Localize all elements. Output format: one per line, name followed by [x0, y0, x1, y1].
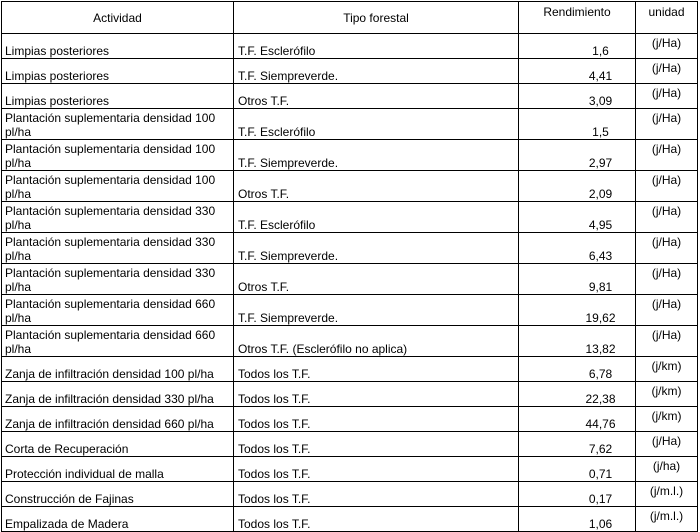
table-row [2, 457, 698, 482]
cell-actividad: Plantación suplementaria densidad 660 pl/ha [2, 295, 234, 326]
cell-unidad: (j/Ha) [636, 295, 698, 326]
cell-unidad: (j/Ha) [636, 326, 698, 357]
cell-tipo-forestal: Todos los T.F. [234, 507, 519, 532]
cell-actividad: Empalizada de Madera [2, 507, 234, 532]
cell-tipo-forestal: Todos los T.F. [234, 482, 519, 507]
table-row [2, 202, 698, 233]
header-unidad: unidad [636, 2, 698, 34]
table-row [2, 482, 698, 507]
cell-rendimiento: 6,43 [519, 233, 636, 264]
cell-tipo-forestal: T.F. Esclerófilo [234, 109, 519, 140]
table-row [2, 59, 698, 84]
table-row [2, 233, 698, 264]
cell-actividad: Plantación suplementaria densidad 100 pl/ha [2, 171, 234, 202]
cell-actividad: Construcción de Fajinas [2, 482, 234, 507]
cell-rendimiento: 2,09 [519, 171, 636, 202]
cell-rendimiento: 2,97 [519, 140, 636, 171]
cell-rendimiento: 6,78 [519, 357, 636, 382]
cell-rendimiento: 1,06 [519, 507, 636, 532]
cell-unidad: (j/Ha) [636, 59, 698, 84]
cell-actividad: Limpias posteriores [2, 59, 234, 84]
cell-tipo-forestal: T.F. Siempreverde. [234, 140, 519, 171]
cell-rendimiento: 0,17 [519, 482, 636, 507]
cell-actividad: Limpias posteriores [2, 84, 234, 109]
cell-rendimiento: 4,41 [519, 59, 636, 84]
header-tipo-forestal: Tipo forestal [234, 2, 519, 34]
cell-unidad: (j/Ha) [636, 171, 698, 202]
table-row [2, 326, 698, 357]
cell-unidad: (j/m.l.) [636, 507, 698, 532]
cell-actividad: Plantación suplementaria densidad 100 pl/ha [2, 140, 234, 171]
table-row [2, 295, 698, 326]
cell-unidad: (j/Ha) [636, 202, 698, 233]
header-actividad: Actividad [2, 2, 234, 34]
cell-rendimiento: 19,62 [519, 295, 636, 326]
cell-actividad: Plantación suplementaria densidad 330 pl/ha [2, 264, 234, 295]
rendimiento-table [1, 1, 698, 532]
table-row [2, 109, 698, 140]
cell-tipo-forestal: T.F. Esclerófilo [234, 202, 519, 233]
table-row [2, 507, 698, 532]
cell-tipo-forestal: Otros T.F. [234, 264, 519, 295]
cell-rendimiento: 44,76 [519, 407, 636, 432]
table-row [2, 432, 698, 457]
cell-tipo-forestal: T.F. Siempreverde. [234, 295, 519, 326]
cell-rendimiento: 1,6 [519, 34, 636, 59]
cell-unidad: (j/m.l.) [636, 482, 698, 507]
table-row [2, 382, 698, 407]
cell-unidad: (j/km) [636, 357, 698, 382]
cell-actividad: Zanja de infiltración densidad 330 pl/ha [2, 382, 234, 407]
cell-actividad: Limpias posteriores [2, 34, 234, 59]
cell-actividad: Zanja de infiltración densidad 660 pl/ha [2, 407, 234, 432]
cell-tipo-forestal: Todos los T.F. [234, 357, 519, 382]
cell-actividad: Plantación suplementaria densidad 330 pl/ha [2, 202, 234, 233]
cell-tipo-forestal: Todos los T.F. [234, 457, 519, 482]
cell-actividad: Corta de Recuperación [2, 432, 234, 457]
table-row [2, 357, 698, 382]
cell-tipo-forestal: T.F. Esclerófilo [234, 34, 519, 59]
table-row [2, 140, 698, 171]
cell-tipo-forestal: Otros T.F. [234, 84, 519, 109]
cell-actividad: Plantación suplementaria densidad 330 pl/ha [2, 233, 234, 264]
cell-actividad: Plantación suplementaria densidad 100 pl/ha [2, 109, 234, 140]
cell-tipo-forestal: Todos los T.F. [234, 407, 519, 432]
cell-unidad: (j/Ha) [636, 432, 698, 457]
cell-rendimiento: 9,81 [519, 264, 636, 295]
table-row [2, 34, 698, 59]
cell-tipo-forestal: Todos los T.F. [234, 432, 519, 457]
cell-unidad: (j/ha) [636, 457, 698, 482]
cell-tipo-forestal: Otros T.F. (Esclerófilo no aplica) [234, 326, 519, 357]
cell-rendimiento: 13,82 [519, 326, 636, 357]
cell-tipo-forestal: Otros T.F. [234, 171, 519, 202]
cell-actividad: Zanja de infiltración densidad 100 pl/ha [2, 357, 234, 382]
cell-tipo-forestal: T.F. Siempreverde. [234, 59, 519, 84]
header-row [2, 2, 698, 34]
cell-unidad: (j/Ha) [636, 233, 698, 264]
cell-unidad: (j/km) [636, 407, 698, 432]
cell-unidad: (j/Ha) [636, 140, 698, 171]
cell-rendimiento: 7,62 [519, 432, 636, 457]
cell-rendimiento: 1,5 [519, 109, 636, 140]
cell-actividad: Plantación suplementaria densidad 660 pl/ha [2, 326, 234, 357]
cell-unidad: (j/Ha) [636, 34, 698, 59]
cell-unidad: (j/Ha) [636, 109, 698, 140]
cell-unidad: (j/km) [636, 382, 698, 407]
cell-unidad: (j/Ha) [636, 264, 698, 295]
header-rendimiento: Rendimiento [519, 2, 636, 34]
table-row [2, 264, 698, 295]
cell-unidad: (j/Ha) [636, 84, 698, 109]
table-row [2, 84, 698, 109]
cell-rendimiento: 0,71 [519, 457, 636, 482]
cell-rendimiento: 3,09 [519, 84, 636, 109]
table-row [2, 171, 698, 202]
cell-tipo-forestal: Todos los T.F. [234, 382, 519, 407]
cell-rendimiento: 22,38 [519, 382, 636, 407]
cell-rendimiento: 4,95 [519, 202, 636, 233]
cell-tipo-forestal: T.F. Siempreverde. [234, 233, 519, 264]
table-row [2, 407, 698, 432]
cell-actividad: Protección individual de malla [2, 457, 234, 482]
